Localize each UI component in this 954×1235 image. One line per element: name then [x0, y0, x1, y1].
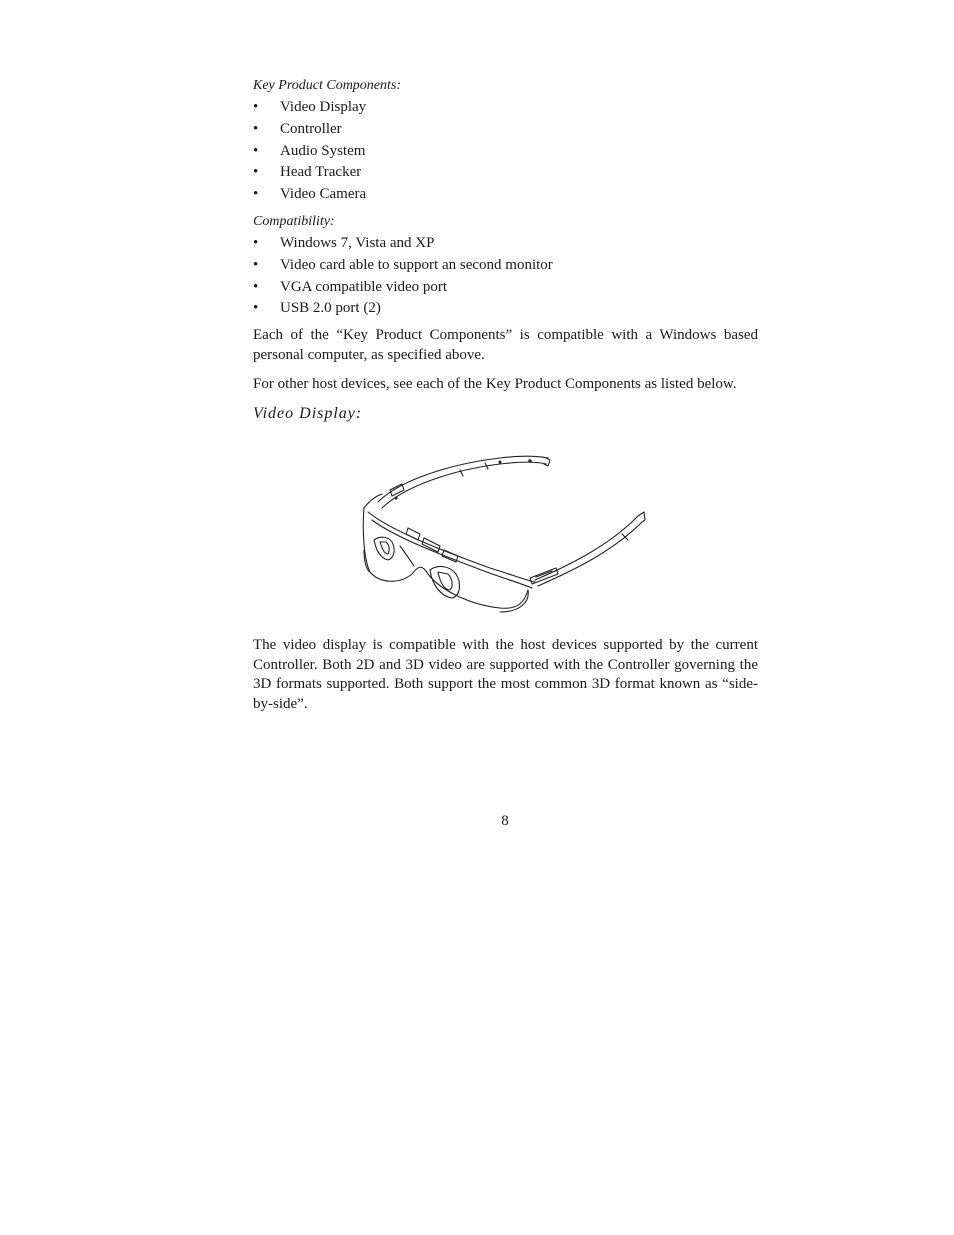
bullet-icon: • — [253, 99, 259, 115]
bullet-icon: • — [253, 120, 259, 137]
list-item: • VGA compatible video port — [253, 277, 758, 299]
page-number: 8 — [501, 813, 509, 829]
list-item: • Video Camera — [253, 184, 758, 206]
paragraph-video-display: The video display is compatible with the host devices supported by the current Controller. Both 2D and 3D video are supported with the Controller governing the 3D formats supported. Both support the most common 3D format known as “side-by-side”. — [253, 637, 758, 712]
paragraph-other-hosts: For other host devices, see each of the Key Product Components as listed below. — [253, 376, 737, 393]
list-item: • USB 2.0 port (2) — [253, 298, 758, 320]
compatibility-list — [253, 233, 758, 320]
bullet-icon: • — [253, 234, 259, 251]
bullet-icon: • — [253, 256, 259, 273]
key-components-list — [253, 97, 758, 206]
video-display-description-block — [253, 636, 758, 714]
key-components-label: Key Product Components: — [253, 78, 402, 93]
list-item: • Windows 7, Vista and XP — [253, 233, 758, 255]
video-display-heading: Video Display: — [253, 404, 363, 422]
bullet-icon: • — [253, 278, 259, 295]
bullet-icon: • — [253, 300, 259, 317]
bullet-icon: • — [253, 164, 259, 181]
compatibility-label: Compatibility: — [253, 213, 335, 229]
bullet-icon: • — [253, 186, 259, 203]
list-item: • Video Display — [253, 97, 758, 119]
page-content — [253, 76, 758, 424]
video-glasses-illustration — [360, 450, 650, 630]
list-item: • Head Tracker — [253, 162, 758, 184]
paragraph-compatibility: Each of the “Key Product Components” is compatible with a Windows based personal computer, as specified above. — [253, 327, 758, 363]
list-item: • Video card able to support an second monitor — [253, 255, 758, 277]
list-item: • Controller — [253, 119, 758, 141]
bullet-icon: • — [253, 142, 259, 159]
list-item: • Audio System — [253, 141, 758, 163]
